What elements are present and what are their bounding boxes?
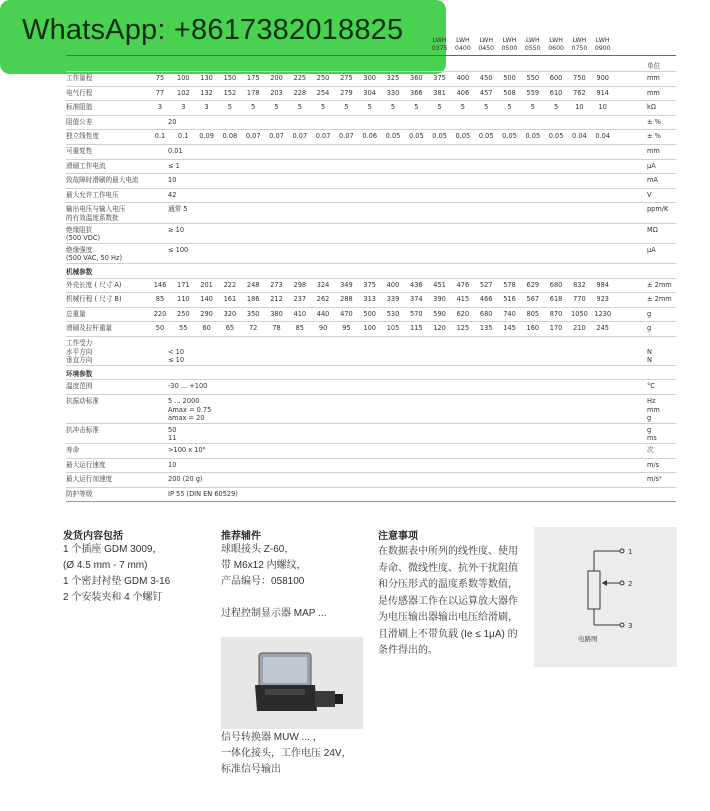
spec-value: 175 — [246, 74, 260, 82]
spec-label: 输出电压与输入电压 的有效温度系数批 — [66, 205, 126, 222]
spec-label: 阻值公差 — [66, 117, 93, 126]
notes-title: 注意事项 — [378, 531, 418, 542]
spec-value: 366 — [410, 88, 423, 97]
spec-unit: m/s² — [647, 475, 662, 484]
spec-value: 170 — [549, 324, 563, 333]
spec-unit: g ms — [647, 425, 657, 443]
spec-value: 130 — [200, 74, 213, 82]
spec-value: 100 — [177, 74, 190, 82]
spec-unit: ± 2mm — [647, 280, 672, 289]
spec-value: 210 — [573, 324, 586, 333]
spec-value: 750 — [573, 74, 586, 82]
spec-unit: μA — [647, 245, 656, 254]
spec-label: 最大运行速度 — [66, 460, 106, 469]
spec-value: 60 — [202, 324, 211, 333]
spec-value: 470 — [340, 309, 353, 318]
spec-value: 5 — [460, 103, 465, 112]
pin-3-label: 3 — [628, 622, 633, 630]
row-divider — [66, 423, 676, 424]
spec-value: 0.07 — [269, 132, 284, 141]
spec-value: 375 — [363, 280, 376, 289]
spec-value: 5 — [320, 103, 326, 112]
spec-value: 400 — [456, 74, 470, 82]
pin-1-label: 1 — [628, 548, 633, 556]
spec-value: 590 — [433, 309, 446, 318]
spec-value: 559 — [526, 88, 540, 97]
spec-label: 滑刷工作电流 — [66, 161, 106, 170]
spec-value: 125 — [456, 324, 470, 333]
spec-value: 3 — [157, 103, 163, 112]
spec-label: 标准阻值 — [66, 103, 93, 112]
spec-label: 抗振动标准 — [66, 397, 99, 405]
model-column-header — [498, 37, 522, 53]
row-divider — [66, 263, 676, 264]
spec-value: 436 — [410, 280, 423, 289]
spec-value: 100 — [363, 324, 376, 333]
spec-common-value: ≥ 10 — [168, 225, 185, 234]
spec-value: 5 — [367, 103, 372, 112]
row-divider — [66, 443, 676, 444]
spec-common-value: 10 — [168, 460, 177, 469]
spec-value: 0.05 — [408, 132, 424, 141]
spec-unit: ± 2mm — [647, 295, 672, 304]
spec-value: 290 — [200, 309, 213, 318]
whatsapp-text: WhatsApp: +8617382018825 — [22, 14, 404, 46]
spec-value: 161 — [223, 295, 237, 304]
spec-value: 140 — [200, 295, 213, 304]
spec-value: 923 — [596, 295, 609, 304]
spec-value: 102 — [177, 88, 190, 97]
header-rule — [66, 55, 676, 56]
spec-value: 10 — [598, 103, 607, 112]
spec-value: 450 — [479, 74, 493, 82]
spec-value: 330 — [386, 88, 400, 97]
spec-value: 5 — [274, 103, 279, 112]
spec-unit: m/s — [647, 460, 660, 469]
spec-value: 324 — [316, 280, 330, 289]
spec-unit: ppm/K — [647, 205, 669, 214]
spec-value: 50 — [155, 324, 165, 333]
spec-unit: g — [647, 309, 652, 318]
spec-value: 10 — [575, 103, 584, 112]
spec-value: 5 — [553, 103, 559, 112]
spec-value: 0.09 — [199, 132, 214, 141]
circuit-caption: 电路图 — [578, 635, 598, 643]
spec-value: 600 — [549, 74, 563, 82]
spec-value: 400 — [386, 280, 400, 289]
spec-value: 740 — [503, 309, 516, 318]
spec-value: 530 — [386, 309, 400, 318]
row-divider — [66, 159, 676, 160]
row-divider — [66, 173, 676, 174]
spec-common-value: -30 ... +100 — [168, 382, 208, 391]
row-divider — [66, 365, 676, 366]
model-number: 0900 — [594, 45, 611, 52]
spec-value: 0.06 — [362, 132, 378, 141]
spec-value: 466 — [479, 295, 493, 304]
row-divider — [66, 129, 676, 130]
spec-value: 145 — [503, 324, 516, 333]
spec-value: 374 — [410, 295, 423, 304]
spec-value: 0.04 — [572, 132, 587, 141]
spec-value: 55 — [179, 324, 188, 333]
spec-value: 0.07 — [292, 132, 308, 141]
spec-value: 415 — [456, 295, 470, 304]
spec-value: 900 — [596, 74, 609, 82]
spec-value: 178 — [246, 88, 260, 97]
spec-label: 温度范围 — [66, 382, 93, 391]
spec-common-value: 20 — [168, 117, 177, 126]
spec-value: 3 — [204, 103, 209, 112]
row-divider — [66, 223, 676, 224]
spec-label: 工作受力 水平方向 垂直方向 — [66, 339, 93, 365]
spec-common-value: >100 x 10⁶ — [168, 446, 206, 454]
unit-header: 单位 — [647, 62, 661, 70]
spec-value: 110 — [177, 295, 190, 304]
spec-value: 390 — [433, 295, 446, 304]
model-number: 0500 — [501, 45, 518, 52]
spec-common-value: 5 ... 2000 Amax = 0.75 amax = 20 — [168, 397, 212, 423]
model-series: LWH — [456, 37, 470, 44]
spec-label: 电气行程 — [66, 88, 93, 97]
spec-value: 578 — [503, 280, 516, 289]
spec-unit: mA — [647, 176, 658, 185]
notes-text: 在数据表中所列的线性度、使用寿命、微线性度、抗外干扰阻值和分压形式的温度系数等数值，是传感器工作在以运算放大器作为电压输出器输出电压给滑刷，且滑刷上不带负载 (Ie ≤ 1μA) 的条件得出的。 — [378, 546, 518, 656]
spec-unit: ± % — [647, 117, 661, 126]
accessories-text: 球眼接头 Z-60， 带 M6x12 内螺纹， 产品编号：058100 过程控制显示器 MAP ... — [221, 544, 327, 619]
spec-unit: mm — [647, 147, 660, 155]
spec-common-value: 0.01 — [168, 147, 183, 155]
spec-label: 绝缘强度 (500 VAC, 50 Hz) — [66, 245, 123, 263]
spec-value: 5 — [297, 103, 302, 112]
spec-value: 339 — [386, 295, 400, 304]
spec-value: 360 — [410, 74, 423, 82]
model-number: 0600 — [548, 45, 564, 52]
model-column-header — [591, 37, 615, 53]
spec-value: 0.1 — [154, 132, 166, 141]
spec-value: 527 — [479, 280, 493, 289]
spec-value: 5 — [484, 103, 489, 112]
spec-value: 0.05 — [432, 132, 447, 141]
spec-value: 288 — [340, 295, 353, 304]
model-number: 0375 — [431, 45, 448, 52]
spec-value: 680 — [549, 280, 563, 289]
spec-value: 629 — [526, 280, 540, 289]
spec-common-value: ≤ 1 — [168, 161, 180, 170]
model-column-header — [428, 37, 452, 53]
spec-value: 95 — [342, 324, 351, 333]
spec-value: 201 — [200, 280, 213, 289]
spec-unit: 次 — [647, 446, 654, 454]
spec-unit: g — [647, 324, 652, 333]
model-number: 0750 — [571, 45, 588, 52]
spec-unit: kΩ — [647, 103, 656, 112]
spec-value: 250 — [316, 74, 330, 82]
row-divider — [66, 458, 676, 459]
spec-value: 375 — [433, 74, 446, 82]
spec-value: 5 — [507, 103, 512, 112]
section-heading: 环境参数 — [66, 369, 93, 378]
spec-value: 250 — [177, 309, 190, 318]
model-column-header — [567, 37, 591, 53]
spec-value: 5 — [227, 103, 232, 112]
spec-value: 0.08 — [222, 132, 238, 141]
row-divider — [66, 394, 676, 395]
spec-value: 1230 — [594, 309, 612, 318]
spec-label: 工作量程 — [66, 74, 93, 82]
spec-value: 762 — [573, 88, 586, 97]
spec-value: 0.1 — [178, 132, 189, 141]
spec-value: 200 — [270, 74, 283, 82]
accessories-title: 推荐辅件 — [221, 531, 261, 542]
spec-value: 212 — [270, 295, 283, 304]
spec-value: 440 — [316, 309, 330, 318]
spec-value: 570 — [410, 309, 423, 318]
spec-value: 85 — [295, 324, 304, 333]
model-number: 0550 — [524, 45, 541, 52]
spec-unit: MΩ — [647, 225, 658, 234]
spec-value: 150 — [223, 74, 237, 82]
spec-common-value: ≤ 100 — [168, 245, 189, 254]
spec-value: 3 — [181, 103, 186, 112]
spec-value: 380 — [270, 309, 283, 318]
spec-value: 279 — [340, 88, 353, 97]
spec-label: 抗冲击标准 — [66, 425, 99, 434]
spec-value: 0.05 — [548, 132, 564, 141]
table-end-rule — [66, 501, 676, 502]
circuit-diagram — [534, 527, 677, 667]
spec-value: 567 — [526, 295, 540, 304]
spec-value: 237 — [293, 295, 307, 304]
spec-value: 225 — [293, 74, 307, 82]
spec-value: 105 — [386, 324, 400, 333]
spec-value: 451 — [433, 280, 446, 289]
spec-unit: °C — [647, 382, 655, 391]
spec-common-value: 10 — [168, 176, 177, 185]
row-divider — [66, 144, 676, 145]
spec-value: 203 — [270, 88, 283, 97]
model-series: LWH — [502, 37, 517, 44]
spec-unit: mm — [647, 74, 660, 82]
row-divider — [66, 188, 676, 189]
spec-label: 最大运行加速度 — [66, 475, 113, 484]
spec-unit: Hz mm g — [647, 397, 660, 423]
spec-value: 0.04 — [595, 132, 611, 141]
spec-value: 248 — [246, 280, 260, 289]
spec-value: 171 — [177, 280, 190, 289]
spec-label: 机械行程 ( 尺寸 B) — [66, 295, 122, 304]
spec-value: 0.07 — [339, 132, 354, 141]
model-series: LWH — [432, 37, 447, 44]
model-series: LWH — [549, 37, 563, 44]
spec-value: 65 — [225, 324, 235, 333]
model-series: LWH — [595, 37, 610, 44]
spec-value: 0.05 — [385, 132, 401, 141]
model-column-header — [544, 37, 568, 53]
converter-text: 信号转换器 MUW ... ， 一体化接头，工作电压 24V， 标准信号输出 — [221, 732, 352, 775]
spec-value: 618 — [549, 295, 563, 304]
spec-value: 914 — [596, 88, 609, 97]
spec-value: 5 — [530, 103, 535, 112]
row-divider — [66, 71, 676, 72]
model-series: LWH — [572, 37, 587, 44]
spec-value: 5 — [390, 103, 396, 112]
spec-value: 1050 — [571, 309, 588, 318]
row-divider — [66, 307, 676, 308]
row-divider — [66, 202, 676, 203]
spec-unit: ± % — [647, 132, 661, 141]
spec-value: 325 — [386, 74, 400, 82]
spec-value: 5 — [437, 103, 442, 112]
spec-value: 228 — [293, 88, 307, 97]
spec-label: 防护等级 — [66, 489, 93, 498]
spec-value: 222 — [223, 280, 237, 289]
spec-value: 0.05 — [502, 132, 517, 141]
spec-value: 304 — [363, 88, 376, 97]
section-heading: 机械参数 — [66, 268, 93, 276]
spec-value: 406 — [456, 88, 470, 97]
spec-label: 独立线性度 — [66, 132, 99, 141]
spec-common-value: 42 — [168, 190, 177, 199]
row-divider — [66, 472, 676, 473]
spec-value: 120 — [433, 324, 446, 333]
spec-value: 500 — [363, 309, 376, 318]
spec-value: 870 — [549, 309, 563, 318]
spec-common-value: 50 11 — [168, 425, 177, 443]
delivery-text: 1 个插座 GDM 3009， (Ø 4.5 mm - 7 mm) 1 个密封衬垫 GDM 3-16 2 个安装夹和 4 个螺钉 — [63, 544, 171, 603]
spec-value: 5 — [251, 103, 256, 112]
spec-value: 5 — [414, 103, 419, 112]
spec-value: 984 — [596, 280, 609, 289]
spec-label: 总重量 — [66, 309, 86, 318]
spec-value: 805 — [526, 309, 540, 318]
spec-label: 寿命 — [66, 446, 80, 454]
row-divider — [66, 278, 676, 279]
spec-value: 313 — [363, 295, 376, 304]
spec-value: 132 — [200, 88, 213, 97]
row-divider — [66, 336, 676, 337]
row-divider — [66, 115, 676, 116]
model-column-header — [521, 37, 545, 53]
spec-label: 最大允许工作电压 — [66, 190, 119, 199]
spec-common-value: IP 55 (DIN EN 60529) — [168, 489, 238, 498]
spec-value: 610 — [549, 88, 563, 97]
spec-value: 0.05 — [525, 132, 541, 141]
spec-value: 832 — [573, 280, 586, 289]
spec-label: 绝缘阻抗 (500 VDC) — [66, 225, 101, 243]
model-series: LWH — [479, 37, 494, 44]
spec-value: 135 — [479, 324, 493, 333]
delivery-title: 发货内容包括 — [63, 531, 123, 542]
pin-2-label: 2 — [628, 580, 633, 588]
spec-value: 0.05 — [478, 132, 494, 141]
spec-value: 770 — [573, 295, 586, 304]
row-divider — [66, 243, 676, 244]
spec-common-value: 200 (20 g) — [168, 475, 203, 484]
spec-value: 186 — [246, 295, 260, 304]
spec-value: 152 — [223, 88, 237, 97]
connector-image — [221, 637, 363, 729]
row-divider — [66, 321, 676, 322]
whatsapp-watermark — [0, 0, 446, 74]
spec-unit: N N — [647, 347, 652, 365]
spec-value: 0.07 — [315, 132, 331, 141]
spec-value: 0.07 — [245, 132, 261, 141]
spec-value: 550 — [526, 74, 540, 82]
model-column-header — [451, 37, 475, 53]
spec-value: 220 — [153, 309, 167, 318]
spec-common-value: < 10 ≤ 10 — [168, 347, 185, 365]
spec-value: 85 — [155, 295, 165, 304]
row-divider — [66, 292, 676, 293]
spec-value: 500 — [503, 74, 516, 82]
spec-value: 254 — [316, 88, 330, 97]
spec-value: 78 — [272, 324, 281, 333]
spec-label: 可重复性 — [66, 147, 93, 155]
row-divider — [66, 100, 676, 101]
spec-value: 349 — [340, 280, 353, 289]
row-divider — [66, 487, 676, 488]
spec-value: 160 — [526, 324, 540, 333]
model-number: 0400 — [455, 45, 471, 52]
spec-value: 275 — [340, 74, 353, 82]
spec-value: 457 — [479, 88, 493, 97]
spec-value: 320 — [223, 309, 237, 318]
spec-value: 273 — [270, 280, 283, 289]
spec-unit: mm — [647, 88, 660, 97]
spec-value: 381 — [433, 88, 446, 97]
spec-common-value: 通常 5 — [168, 205, 188, 214]
row-divider — [66, 86, 676, 87]
spec-value: 115 — [410, 324, 423, 333]
spec-value: 75 — [155, 74, 165, 82]
spec-label: 滑刷及拉杆重量 — [66, 324, 113, 333]
spec-unit: μA — [647, 161, 656, 170]
spec-value: 620 — [456, 309, 470, 318]
spec-value: 680 — [479, 309, 493, 318]
model-number: 0450 — [478, 45, 495, 52]
spec-value: 77 — [155, 88, 165, 97]
spec-value: 72 — [248, 324, 258, 333]
spec-value: 0.05 — [455, 132, 471, 141]
spec-value: 516 — [503, 295, 516, 304]
spec-label: 致故障时滑刷的最大电流 — [66, 176, 139, 185]
spec-value: 300 — [363, 74, 376, 82]
spec-value: 508 — [503, 88, 516, 97]
spec-value: 298 — [293, 280, 307, 289]
spec-value: 245 — [596, 324, 609, 333]
spec-value: 5 — [344, 103, 349, 112]
spec-value: 350 — [246, 309, 260, 318]
spec-value: 146 — [153, 280, 167, 289]
spec-value: 476 — [456, 280, 470, 289]
spec-unit: V — [647, 190, 652, 199]
spec-label: 外壳长度 ( 尺寸 A) — [66, 280, 122, 289]
spec-value: 262 — [316, 295, 330, 304]
model-column-header — [474, 37, 498, 53]
model-series: LWH — [525, 37, 540, 44]
spec-value: 90 — [318, 324, 328, 333]
row-divider — [66, 379, 676, 380]
spec-value: 410 — [293, 309, 307, 318]
